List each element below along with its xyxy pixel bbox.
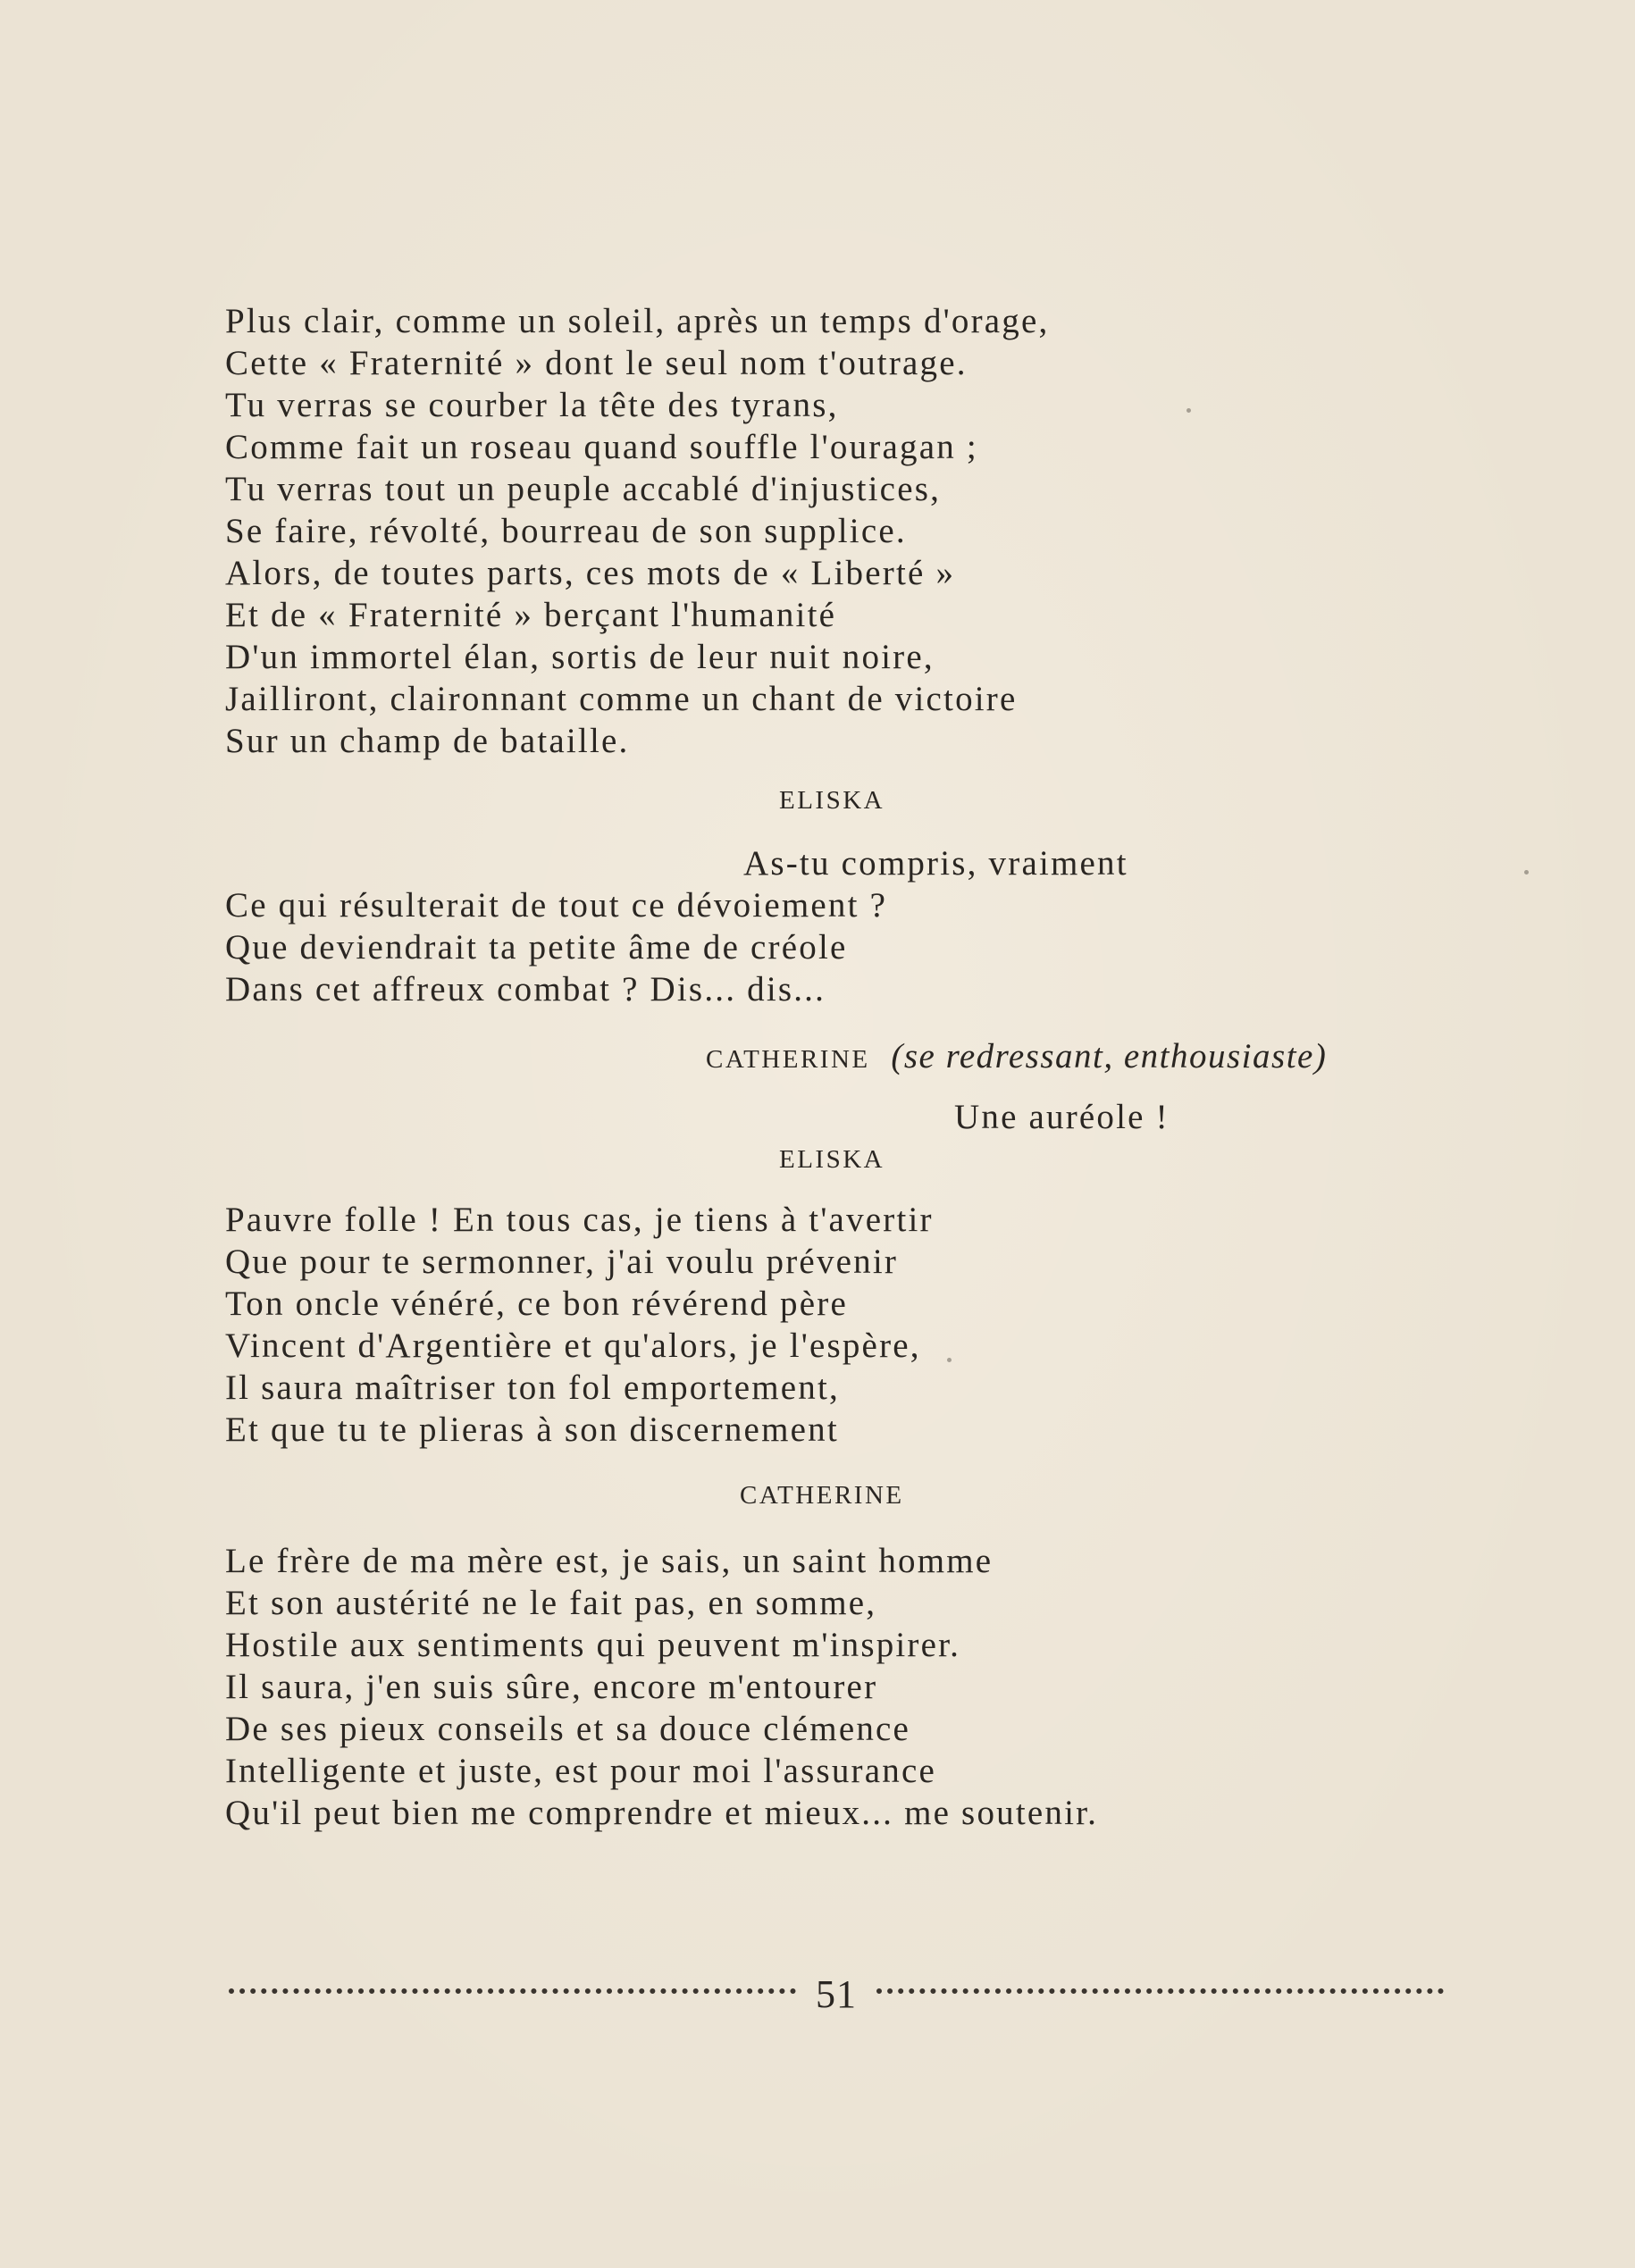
paper-speck [1524, 870, 1529, 875]
verse-line: D'un immortel élan, sortis de leur nuit noire, [225, 638, 935, 676]
verse-line: Jailliront, claironnant comme un chant de victoire [225, 680, 1018, 718]
verse-line: Alors, de toutes parts, ces mots de « Liberté » [225, 554, 956, 592]
stage-direction: (se redressant, enthousiaste) [891, 1037, 1328, 1075]
verse-line: Et son austérité ne le fait pas, en somme, [225, 1584, 877, 1622]
verse-line: Hostile aux sentiments qui peuvent m'inspirer. [225, 1626, 961, 1664]
verse-line: Se faire, révolté, bourreau de son supplice. [225, 512, 907, 550]
verse-line: Qu'il peut bien me comprendre et mieux... me soutenir. [225, 1794, 1099, 1832]
verse-line: Cette « Fraternité » dont le seul nom t'outrage. [225, 344, 968, 382]
verse-line: Et que tu te plieras à son discernement [225, 1410, 839, 1449]
verse-line: Ce qui résulterait de tout ce dévoiement ? [225, 886, 888, 925]
verse-line: Comme fait un roseau quand souffle l'ouragan ; [225, 428, 978, 466]
paper-speck [1186, 408, 1191, 413]
verse-line: Vincent d'Argentière et qu'alors, je l'espère, [225, 1326, 921, 1365]
stanza-1 [225, 300, 1422, 762]
verse-line: Il saura maîtriser ton fol emportement, [225, 1368, 840, 1407]
verse-line-indented: Une auréole ! [954, 1098, 1170, 1136]
speaker-catherine: CATHERINE [706, 1045, 870, 1074]
speaker-catherine: CATHERINE [740, 1481, 904, 1510]
verse-line: Sur un champ de bataille. [225, 722, 630, 760]
verse-line: Plus clair, comme un soleil, après un temps d'orage, [225, 302, 1050, 340]
speaker-eliska: ELISKA [779, 786, 885, 815]
verse-line: De ses pieux conseils et sa douce clémence [225, 1710, 911, 1748]
verse-line: Intelligente et juste, est pour moi l'assurance [225, 1752, 936, 1790]
page-footer [229, 1967, 1444, 2021]
verse-line: Dans cet affreux combat ? Dis... dis... [225, 970, 826, 1008]
stanza-3 [225, 1199, 1422, 1451]
speaker-catherine-with-direction [706, 1036, 1327, 1076]
page-number: 51 [816, 1971, 857, 2016]
verse-line: Et de « Fraternité » berçant l'humanité [225, 596, 837, 634]
verse-line: Ton oncle vénéré, ce bon révérend père [225, 1285, 848, 1323]
dotted-rule-left [229, 1988, 796, 1999]
speaker-eliska: ELISKA [779, 1145, 885, 1174]
verse-line: Il saura, j'en suis sûre, encore m'entourer [225, 1668, 878, 1706]
verse-line: Que deviendrait ta petite âme de créole [225, 928, 848, 967]
stanza-4 [225, 1540, 1422, 1834]
verse-line: Que pour te sermonner, j'ai voulu prévenir [225, 1243, 899, 1281]
verse-line: Pauvre folle ! En tous cas, je tiens à t'avertir [225, 1201, 934, 1239]
verse-line: Tu verras tout un peuple accablé d'injustices, [225, 470, 942, 508]
paper-speck [947, 1358, 952, 1362]
verse-line: Tu verras se courber la tête des tyrans, [225, 386, 839, 424]
verse-line-indented: As-tu compris, vraiment [743, 844, 1128, 883]
verse-line: Le frère de ma mère est, je sais, un saint homme [225, 1542, 994, 1580]
dotted-rule-right [876, 1988, 1444, 1999]
stanza-2 [225, 884, 1422, 1010]
